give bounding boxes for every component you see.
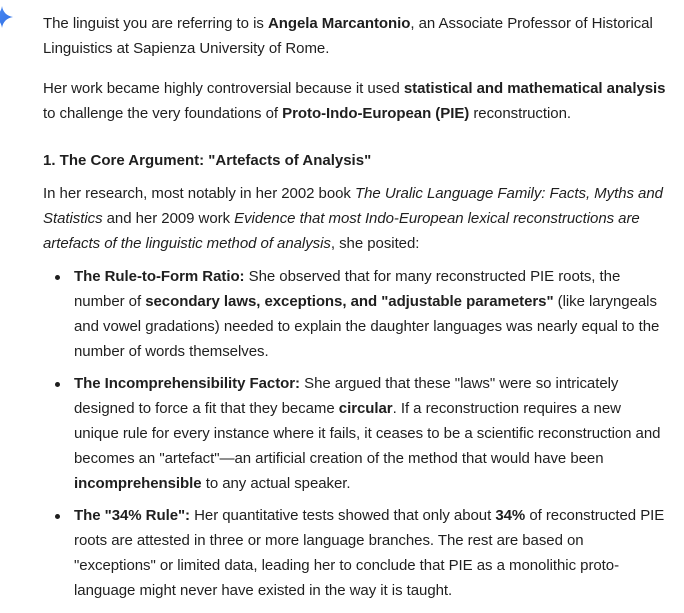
assistant-response <box>43 11 669 610</box>
argument-list <box>74 264 669 603</box>
bullet-dot <box>55 275 60 280</box>
intro-paragraph: The linguist you are referring to is Angela Marcantonio, an Associate Professor of Historical Linguistics at Sapienza University of Rome. <box>43 15 653 57</box>
section-heading-core-argument: 1. The Core Argument: "Artefacts of Analysis" <box>43 152 372 169</box>
bullet-dot <box>55 514 60 519</box>
controversy-paragraph: Her work became highly controversial because it used statistical and mathematical analysis to challenge the very foundations of Proto-Indo-European (PIE) reconstruction. <box>43 80 666 122</box>
list-item-incomprehensibility-factor: The Incomprehensibility Factor: She argued that these "laws" were so intricately designed to force a fit that they became circular. If a reconstruction requires a new unique rule for every instance where it fails, it ceases to be a scientific reconstruction and becomes an "artefact"—an artificial creation of the method that would have been incomprehensible to any actual speaker. <box>74 371 669 496</box>
bullet-dot <box>55 382 60 387</box>
list-item-rule-to-form-ratio: The Rule-to-Form Ratio: She observed that for many reconstructed PIE roots, the number of secondary laws, exceptions, and "adjustable parameters" (like laryngeals and vowel gradations) needed to explain the daughter languages was nearly equal to the number of words themselves. <box>74 264 669 364</box>
sparkle-icon <box>0 6 13 28</box>
section-intro-paragraph: In her research, most notably in her 2002 book The Uralic Language Family: Facts, Myths and Statistics and her 2009 work Evidence that most Indo-European lexical reconstructions are artefacts of the linguistic method of analysis, she posited: <box>43 185 663 252</box>
list-item-34-percent-rule: The "34% Rule": Her quantitative tests showed that only about 34% of reconstructed PIE roots are attested in three or more language branches. The rest are based on "exceptions" or limited data, leading her to conclude that PIE as a monolithic proto-language might never have existed in the way it is taught. <box>74 503 669 603</box>
